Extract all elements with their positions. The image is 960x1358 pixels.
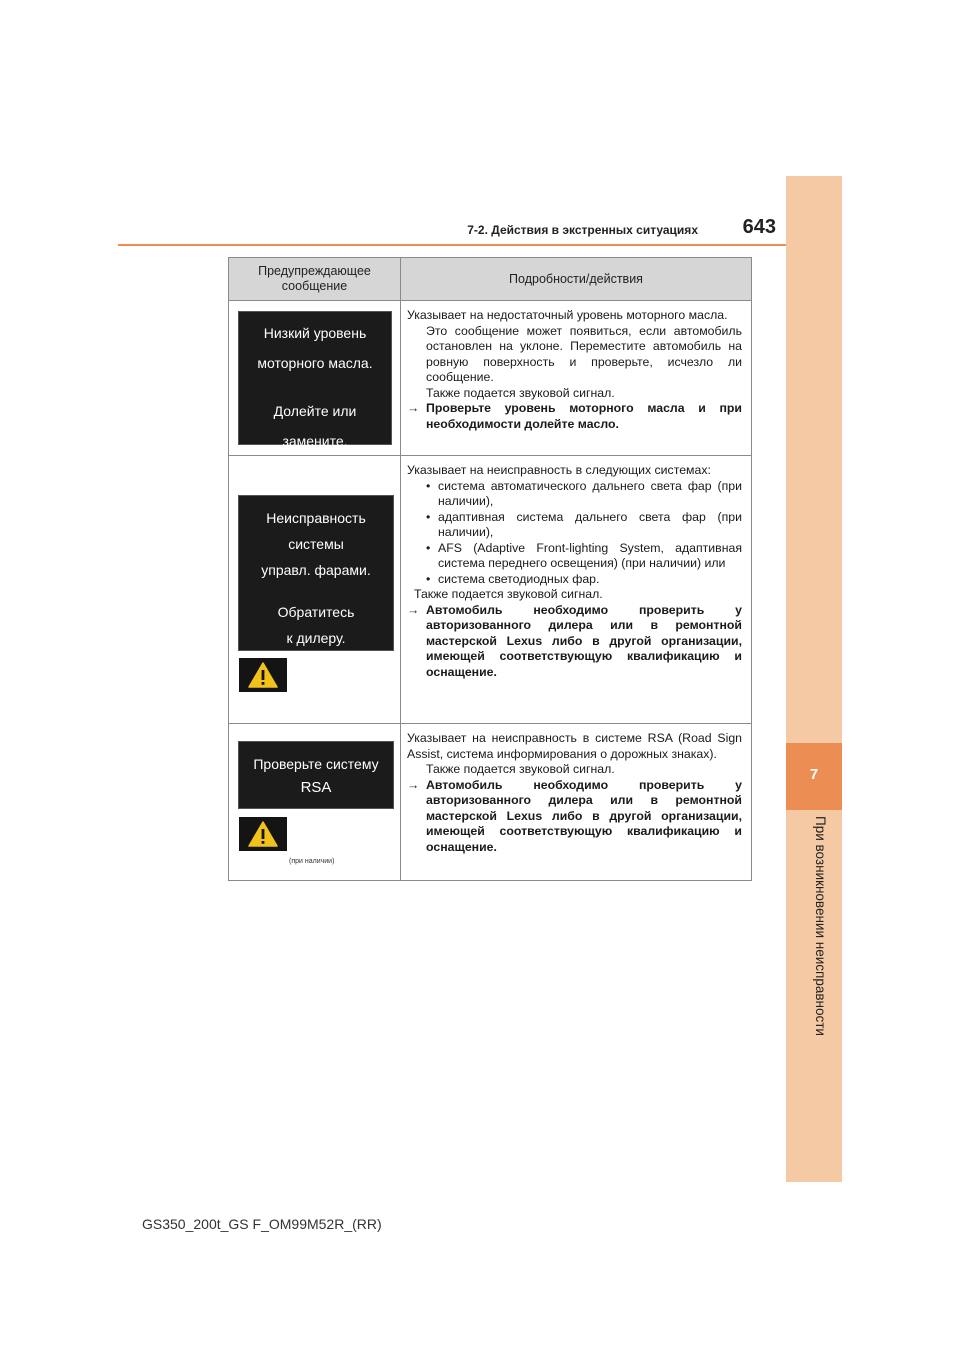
header-rule [118,244,786,246]
arrow-icon: → [407,602,420,617]
availability-note: (при наличии) [289,858,335,865]
table-row [229,456,752,724]
list-item [407,541,742,572]
display-screen-oil [238,311,392,449]
page-number: 643 [742,216,776,238]
col-header-details: Подробности/действия [401,258,752,301]
screen-line: системы [288,536,344,552]
screen-line: Низкий уровень [263,325,367,341]
display-screen-headlights [238,495,394,651]
bullet-glyph: • [426,540,431,555]
screen-line: Обратитесь [277,604,355,620]
list-item [407,479,742,510]
screen-line: Неисправность [266,510,366,526]
arrow-icon: → [407,777,420,792]
warning-messages-table [228,257,752,881]
details-intro: Указывает на неисправность в следующих системах: [407,463,711,477]
screen-line: к дилеру. [286,630,346,646]
action-row [407,778,742,856]
bullet-glyph: • [426,509,431,524]
screen-line: Долейте или [273,403,357,419]
message-cell [229,724,401,881]
message-cell [229,301,401,456]
details-buzzer: Также подается звуковой сигнал. [414,587,603,601]
list-item [407,510,742,541]
details-buzzer: Также подается звуковой сигнал. [426,762,615,776]
details-intro: Указывает на недостаточный уровень моторного масла. [407,308,728,322]
warning-triangle-icon [239,658,287,692]
details-cell [401,301,752,456]
section-title: 7-2. Действия в экстренных ситуациях [467,223,698,237]
chapter-title: При возникновении неисправности [813,816,828,1036]
chapter-number: 7 [809,766,819,783]
list-item-text: система автоматического дальнего света фар (при наличии), [438,478,742,508]
details-cell [401,456,752,724]
screen-line: замените. [282,433,348,449]
screen-line: управл. фарами. [261,562,371,578]
list-item-text: адаптивная система дальнего света фар (при наличии), [438,509,742,539]
action-text: Проверьте уровень моторного масла и при необходимости долейте масло. [426,401,742,431]
message-cell [229,456,401,724]
details-intro: Указывает на неисправность в системе RSA (Road Sign Assist, система информирования о дорожных знаках). [407,731,742,761]
screen-line: Проверьте систему [253,756,379,772]
list-item [407,572,742,588]
warning-triangle-icon [239,817,287,851]
list-item-text: система светодиодных фар. [438,571,600,586]
action-row [407,603,742,681]
screen-line: моторного масла. [257,355,373,371]
chapter-side-tab [786,176,842,1182]
bullet-glyph: • [426,478,431,493]
details-note: Это сообщение может появиться, если автомобиль остановлен на уклоне. Переместите автомобиль на ровную поверхность и проверьте, исчезло ли сообщение. [426,323,742,384]
details-buzzer: Также подается звуковой сигнал. [426,385,615,400]
bullet-glyph: • [426,571,431,586]
table-row [229,301,752,456]
col-header-message: Предупреждающее сообщение [229,258,401,301]
display-screen-rsa [238,741,394,809]
document-code: GS350_200t_GS F_OM99M52R_(RR) [142,1216,382,1232]
arrow-icon: → [407,401,420,415]
action-text: Автомобиль необходимо проверить у авторизованного дилера или в ремонтной мастерской Lexus либо в другой организации, имеющей соответствующую квалификацию и оснащение. [426,777,742,854]
table-header-row [229,258,752,301]
action-text: Автомобиль необходимо проверить у авторизованного дилера или в ремонтной мастерской Lexus либо в другой организации, имеющей соответствующую квалификацию и оснащение. [426,602,742,679]
list-item-text: AFS (Adaptive Front-lighting System, адаптивная система переднего освещения) (при наличии) или [438,540,742,570]
screen-line: RSA [300,779,332,796]
action-row [407,401,742,432]
table-row [229,724,752,881]
details-cell [401,724,752,881]
